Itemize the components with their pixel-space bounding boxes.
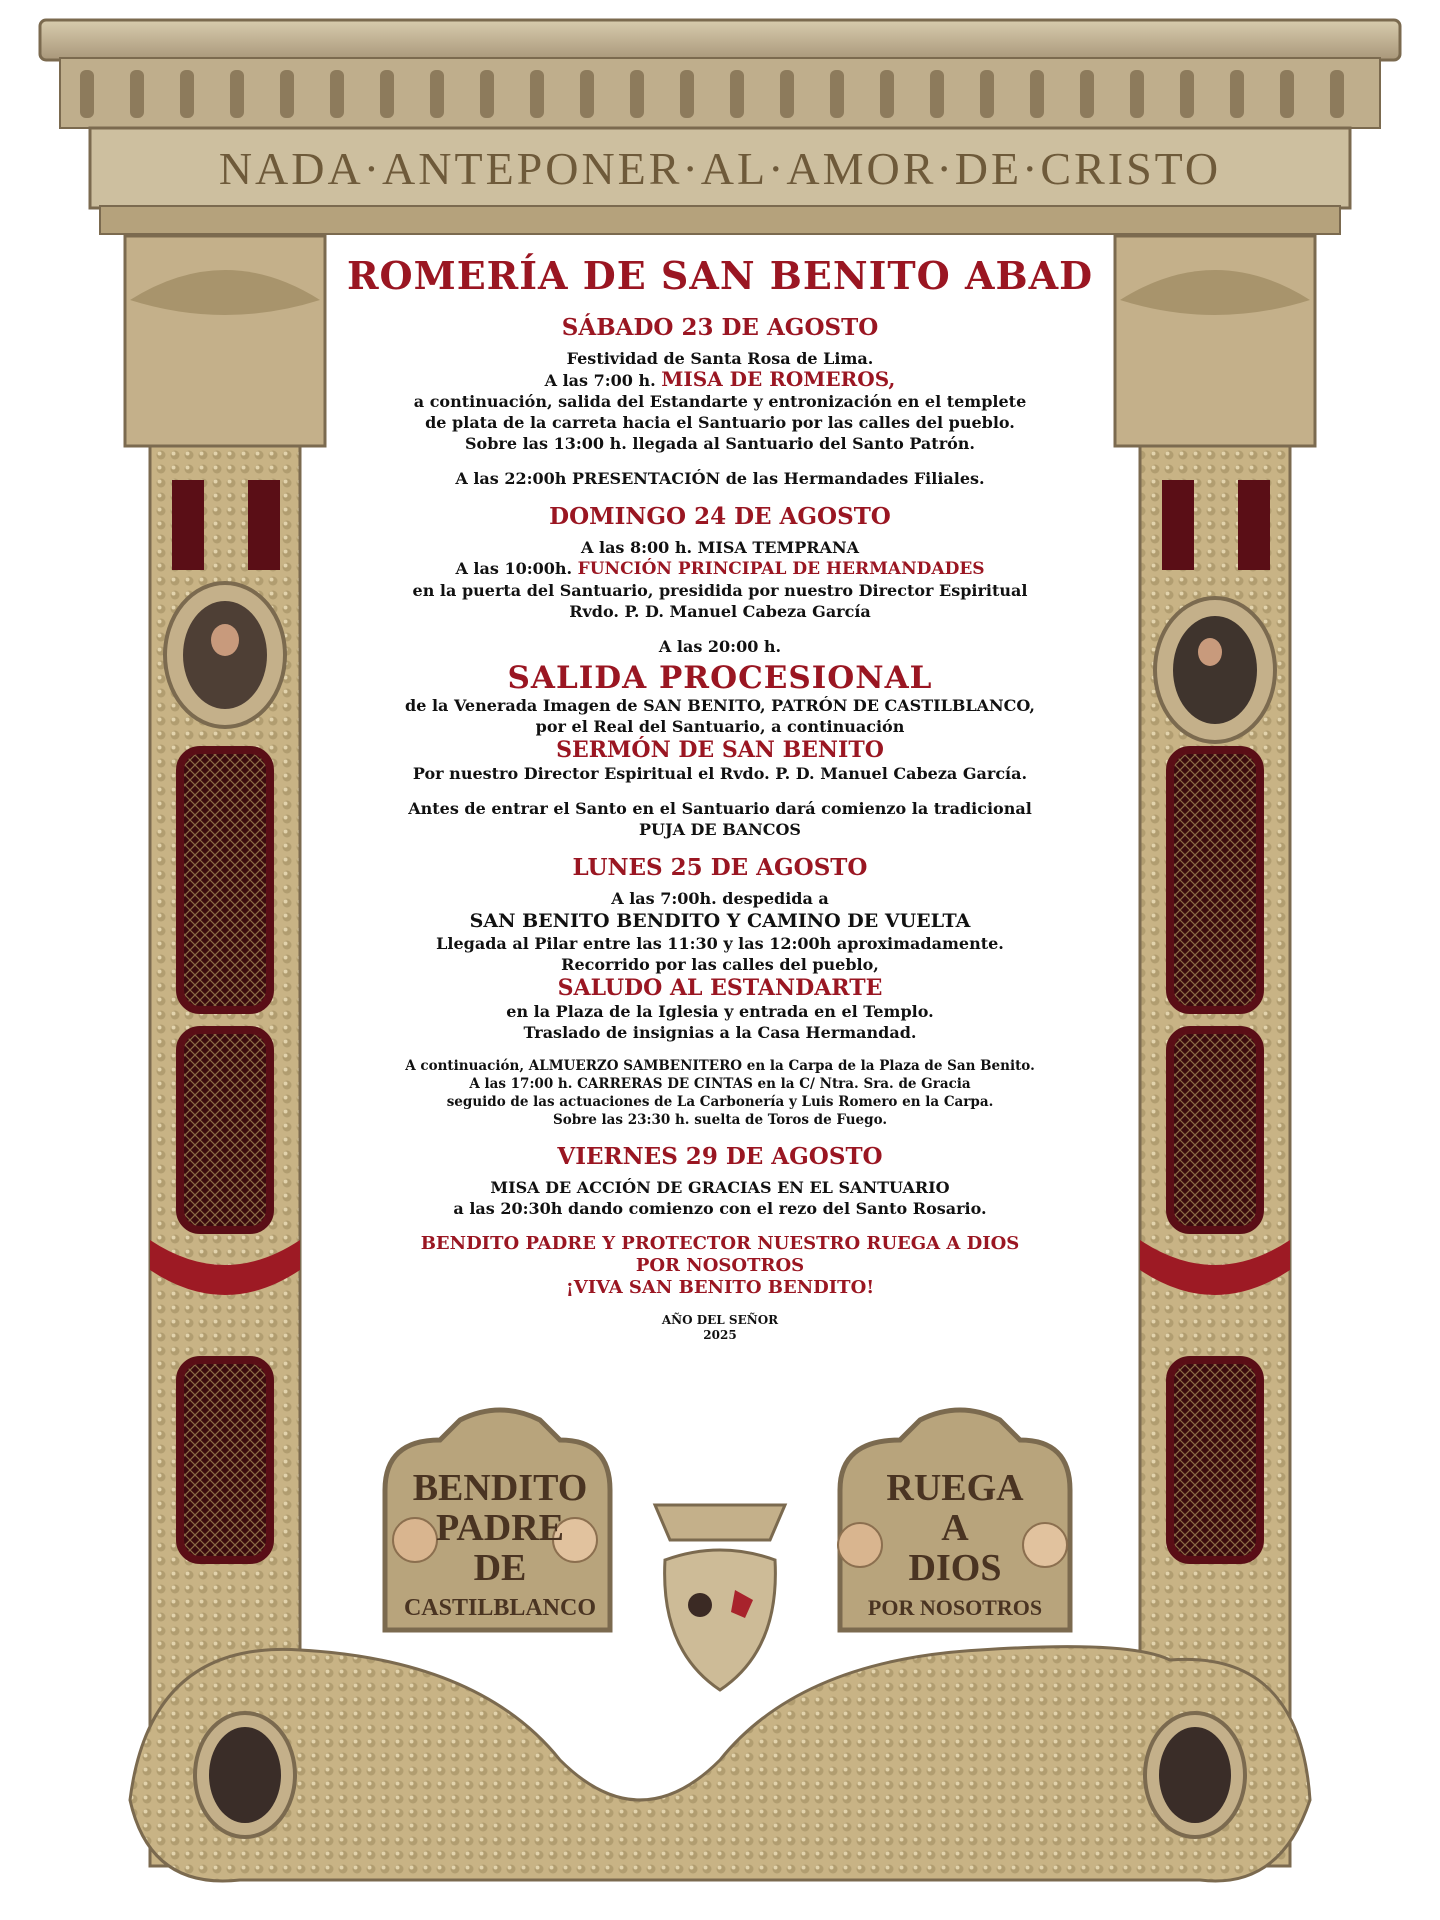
left-column (125, 236, 325, 1866)
text-line: A las 7:00h. despedida a (611, 889, 829, 908)
text-line: por el Real del Santuario, a continuación (535, 717, 905, 736)
text-line (320, 558, 1120, 580)
closing-prayer: ¡VIVA SAN BENITO BENDITO! (565, 1277, 875, 1298)
highlight-salida-procesional: SALIDA PROCESIONAL (507, 660, 933, 696)
text-line: Antes de entrar el Santo en el Santuario dará comienzo la tradicional (408, 799, 1032, 818)
entablature (40, 20, 1400, 234)
text-line: de plata de la carreta hacia el Santuario por las calles del pueblo. (425, 413, 1015, 432)
text-line: Sobre las 23:30 h. suelta de Toros de Fuego. (552, 1112, 888, 1128)
center-shield (655, 1505, 785, 1690)
cartouche-word: RUEGA (886, 1467, 1024, 1509)
text-line (320, 369, 1120, 391)
text-line: MISA DE ACCIÓN DE GRACIAS EN EL SANTUARIO (490, 1178, 950, 1197)
text-line: Llegada al Pilar entre las 11:30 y las 12:00h aproximadamente. (436, 934, 1004, 953)
text-line: PUJA DE BANCOS (639, 820, 801, 839)
day-heading-friday: VIERNES 29 DE AGOSTO (557, 1143, 883, 1170)
day-heading-monday: LUNES 25 DE AGOSTO (572, 854, 868, 881)
text-line: A las 17:00 h. CARRERAS DE CINTAS en la C/ Ntra. Sra. de Gracia (469, 1076, 971, 1092)
text-line: Recorrido por las calles del pueblo, (561, 955, 879, 974)
text-line: en la Plaza de la Iglesia y entrada en el Templo. (506, 1002, 934, 1021)
text-line: Festividad de Santa Rosa de Lima. (566, 349, 874, 368)
right-column (1115, 236, 1315, 1866)
poster-title: ROMERÍA DE SAN BENITO ABAD (346, 253, 1094, 298)
text-line: seguido de las actuaciones de La Carbonería y Luis Romero en la Carpa. (446, 1094, 994, 1110)
cartouche-word: CASTILBLANCO (403, 1595, 597, 1621)
text-line: A continuación, ALMUERZO SAMBENITERO en la Carpa de la Plaza de San Benito. (405, 1058, 1035, 1074)
text-line: A las 20:00 h. (658, 637, 782, 656)
text-fragment: A las 10:00h. (455, 559, 578, 578)
left-cartouche-text (400, 1468, 600, 1628)
text-line: Traslado de insignias a la Casa Hermandad. (523, 1023, 917, 1042)
text-line: Sobre las 13:00 h. llegada al Santuario del Santo Patrón. (465, 434, 975, 453)
year-value: 2025 (703, 1328, 737, 1342)
highlight-camino-vuelta: SAN BENITO BENDITO Y CAMINO DE VUELTA (469, 910, 971, 932)
cartouche-word: POR NOSOTROS (867, 1595, 1043, 1620)
text-line: Rvdo. P. D. Manuel Cabeza García (569, 602, 871, 621)
text-line: Por nuestro Director Espiritual el Rvdo. P. D. Manuel Cabeza García. (412, 764, 1028, 783)
cartouche-word: A (941, 1507, 969, 1549)
text-line: a las 20:30h dando comienzo con el rezo del Santo Rosario. (453, 1199, 987, 1218)
highlight-misa-romeros: MISA DE ROMEROS (661, 367, 889, 391)
text-line: en la puerta del Santuario, presidida por nuestro Director Espiritual (412, 581, 1028, 600)
text-line: A las 8:00 h. MISA TEMPRANA (581, 538, 859, 557)
day-heading-saturday: SÁBADO 23 DE AGOSTO (561, 314, 879, 341)
text-line: A las 22:00h PRESENTACIÓN de las Hermandades Filiales. (455, 469, 985, 488)
closing-prayer: BENDITO PADRE Y PROTECTOR NUESTRO RUEGA A DIOS (420, 1233, 1020, 1254)
cartouche-word: BENDITO (412, 1467, 588, 1509)
cartouche-word: DIOS (908, 1547, 1002, 1589)
closing-prayer: POR NOSOTROS (635, 1255, 805, 1276)
highlight-saludo-estandarte: SALUDO AL ESTANDARTE (557, 975, 883, 1001)
year-label: AÑO DEL SEÑOR (661, 1313, 779, 1327)
text-fragment: , (888, 367, 896, 391)
cartouche-word: DE (473, 1547, 527, 1589)
day-heading-sunday: DOMINGO 24 DE AGOSTO (549, 503, 891, 530)
highlight-funcion-principal: FUNCIÓN PRINCIPAL DE HERMANDADES (577, 559, 985, 579)
cartouche-word: PADRE (435, 1507, 565, 1549)
right-cartouche-text (855, 1468, 1055, 1628)
text-fragment: A las 7:00 h. (544, 371, 662, 390)
text-line: de la Venerada Imagen de SAN BENITO, PATRÓN DE CASTILBLANCO, (405, 696, 1035, 715)
text-line: a continuación, salida del Estandarte y entronización en el templete (413, 392, 1027, 411)
program-text (320, 252, 1120, 1343)
carved-motto: NADA·ANTEPONER·AL·AMOR·DE·CRISTO (218, 143, 1222, 194)
highlight-sermon: SERMÓN DE SAN BENITO (556, 737, 884, 763)
